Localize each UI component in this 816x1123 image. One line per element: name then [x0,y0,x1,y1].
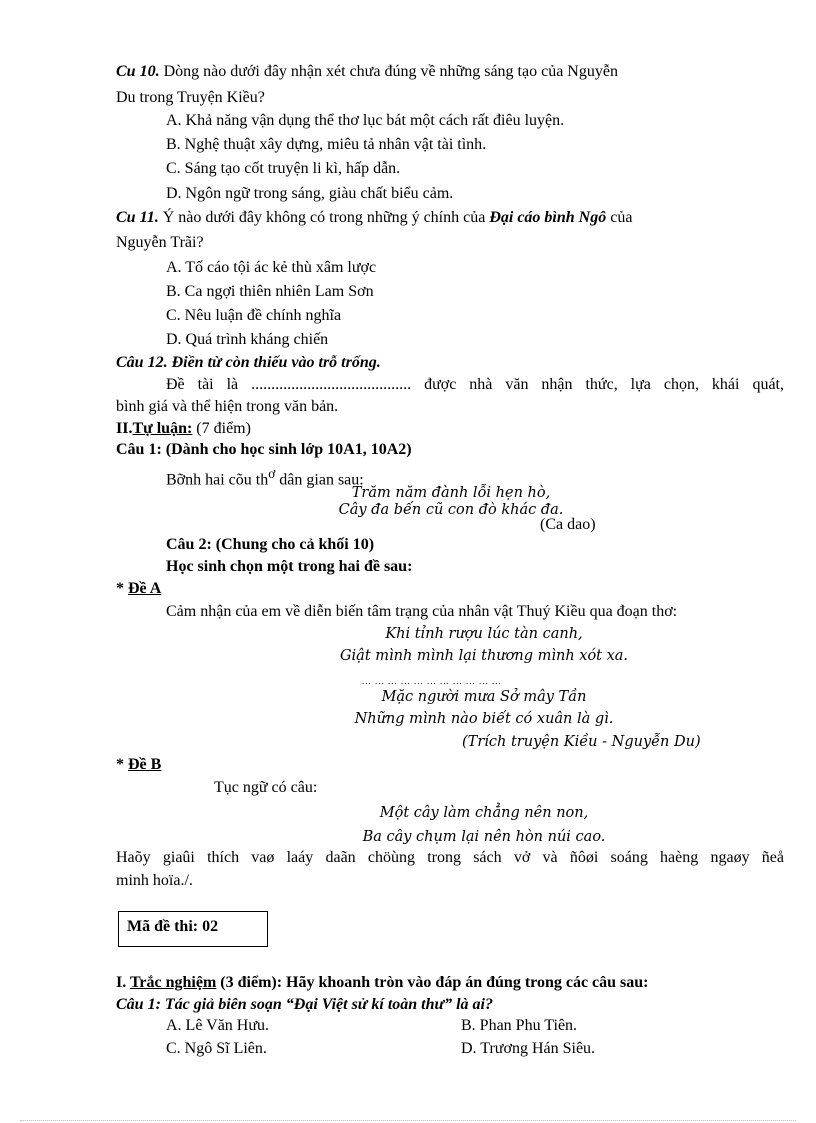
question-11-line-1 [116,207,784,229]
question-11-option-c: C. Nêu luận đề chính nghĩa [166,307,342,324]
topic-b-heading [116,754,784,776]
part-2-title: Tự luận: [132,420,193,437]
question-11-work-title: Đại cáo bình Ngô [489,209,607,226]
topic-b-prompt: Tục ngữ có câu: [214,779,318,796]
topic-a-prompt: Cảm nhận của em về diễn biến tâm trạng của nhân vật Thuý Kiều qua đoạn thơ: [166,603,678,620]
essay-1-intro-text: Bỡnh hai cõu th [166,471,269,489]
mc-question-1: Câu 1: Tác giả biên soạn “Đại Việt sử kí toàn thư” là ai? [116,996,493,1013]
question-11-label: Cu 11. [116,209,159,226]
topic-a-verse-2: Giật mình mình lại thương mình xót xa. [339,648,629,664]
question-10-option-c: C. Sáng tạo cốt truyện li kì, hấp dẫn. [166,160,401,177]
question-12-heading: Câu 12. Điền từ còn thiếu vào trỗ trống. [116,354,381,371]
essay-1-intro-sup: ơ [268,466,276,481]
exam-code-label: Mã đề thi: 02 [127,918,219,935]
question-10-text: Dòng nào dưới đây nhận xét chưa đúng về những sáng tạo của Nguyễn [163,63,618,80]
part-1-number: I. [116,974,130,991]
question-10-option-a: A. Khả năng vận dụng thể thơ lục bát một cách rất điêu luyện. [166,112,565,129]
topic-a-star: * [116,580,128,597]
part-2-number: II. [116,420,133,437]
essay-2-heading: Câu 2: (Chung cho cả khối 10) [166,536,375,553]
exam-code-box [118,911,268,947]
question-10-option-b: B. Nghệ thuật xây dựng, miêu tả nhân vật tài tình. [166,136,487,153]
topic-a-label: Đề A [128,580,162,597]
topic-b-instruction-2: minh hoïa./. [116,872,193,889]
topic-a-verse-4: Những mình nào biết có xuân là gì. [354,711,614,727]
question-12-line-2: bình giá và thể hiện trong văn bản. [116,398,339,415]
question-11-text-end: của [610,209,633,226]
question-10-option-d: D. Ngôn ngữ trong sáng, giàu chất biểu cảm. [166,185,454,202]
mc-question-1-option-b: B. Phan Phu Tiên. [461,1017,578,1034]
part-2-points: (7 điểm) [192,420,251,437]
topic-a-heading [116,578,784,600]
essay-1-intro-end: dân gian sau: [275,471,364,489]
topic-b-verse-1: Một cây làm chẳng nên non, [379,805,589,821]
question-11-line-2: Nguyễn Trãi? [116,234,204,251]
part-1-instruction: (3 điểm): Hãy khoanh tròn vào đáp án đúng trong các câu sau: [216,974,649,991]
topic-a-source: (Trích truyện Kiều - Nguyễn Du) [462,734,701,750]
question-10-line-2: Du trong Truyện Kiều? [116,89,265,106]
question-12-line-1: Đề tài là ........................................ được nhà văn nhận thức, lựa chọn, khái quát, [166,376,784,393]
essay-1-heading: Câu 1: (Dành cho học sinh lớp 10A1, 10A2) [116,441,412,458]
essay-1-verse-2: Cây đa bến cũ con đò khác đa. [338,502,564,518]
topic-b-label: Đề B [128,756,162,773]
essay-1-source: (Ca dao) [540,516,596,533]
question-11-option-a: A. Tố cáo tội ác kẻ thù xâm lược [166,259,377,276]
part-2-heading [116,418,784,440]
essay-2-instruction: Học sinh chọn một trong hai đề sau: [166,558,413,575]
question-11-option-d: D. Quá trình kháng chiến [166,331,329,348]
topic-a-ellipsis: ... ... ... ... ... ... ... ... ... ... ... [362,676,502,686]
topic-b-verse-2: Ba cây chụm lại nên hòn núi cao. [362,829,606,845]
mc-question-1-option-a: A. Lê Văn Hưu. [166,1017,270,1034]
question-10-label: Cu 10. [116,63,160,80]
question-11-text: Ý nào dưới đây không có trong những ý chính của [162,209,486,226]
mc-question-1-option-c: C. Ngô Sĩ Liên. [166,1040,267,1057]
topic-a-verse-3: Mặc người mưa Sở mây Tần [381,689,587,705]
essay-1-verse-1: Trăm năm đành lỗi hẹn hò, [351,485,551,501]
topic-b-instruction-1: Haõy giaûi thích vaø laáy daãn chöùng trong sách vở và ñôøi soáng haèng ngaøy ñeå [116,849,784,866]
topic-a-verse-1: Khi tỉnh rượu lúc tàn canh, [385,626,583,642]
page-bottom-border [20,1120,796,1122]
topic-b-star: * [116,756,128,773]
mc-question-1-option-d: D. Trương Hán Siêu. [461,1040,596,1057]
part-1-heading [116,972,784,994]
question-10-line-1 [116,61,784,83]
part-1-title: Trắc nghiệm [129,974,217,991]
question-11-option-b: B. Ca ngợi thiên nhiên Lam Sơn [166,283,374,300]
